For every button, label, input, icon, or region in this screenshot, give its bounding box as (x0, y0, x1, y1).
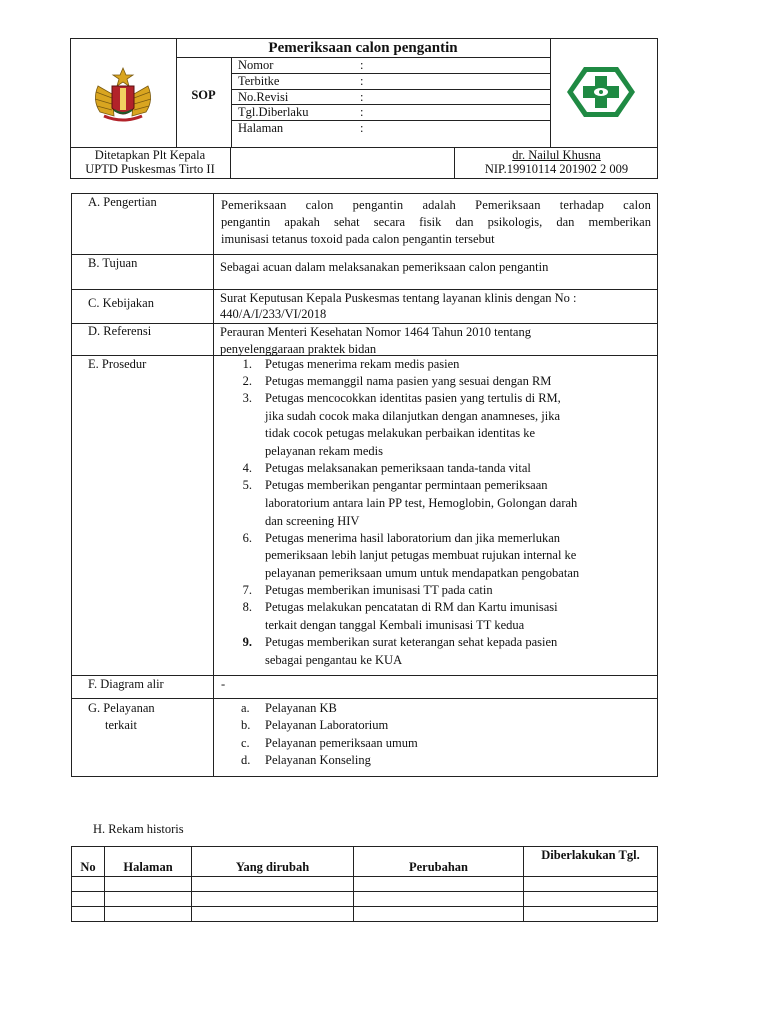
table-row (72, 907, 658, 922)
section-label-diagram-alir: F. Diagram alir (88, 677, 164, 691)
step-number: 5. (242, 478, 252, 492)
section-label-tujuan: B. Tujuan (88, 256, 138, 270)
section-label-pelayanan-terkait-2: terkait (105, 718, 137, 732)
list-item-letter: d. (241, 753, 251, 767)
field-nomor-colon: : (360, 58, 364, 72)
step-number: 4. (242, 461, 252, 475)
table-cell (524, 892, 658, 907)
kebijakan-line2: 440/A/I/233/VI/2018 (220, 307, 327, 321)
section-label-pelayanan-terkait: G. Pelayanan (88, 701, 155, 715)
step-line: terkait dengan tanggal Kembali imunisasi TT kedua (265, 618, 525, 632)
diagram-alir-text: - (221, 677, 226, 691)
step-line: Petugas menerima hasil laboratorium dan jika memerlukan (265, 531, 561, 545)
step-line: Petugas memberikan imunisasi TT pada catin (265, 583, 493, 597)
referensi-line2: penyelenggaraan praktek bidan (220, 342, 377, 356)
pengertian-line: imunisasi tetanus toxoid pada calon pengantin tersebut (221, 232, 495, 246)
step-line: Petugas melakukan pencatatan di RM dan Kartu imunisasi (265, 600, 558, 614)
table-cell (72, 877, 105, 892)
section-label-prosedur: E. Prosedur (88, 357, 147, 371)
pengertian-line: Pemeriksaan calon pengantin adalah Pemeriksaan terhadap calon (221, 198, 651, 212)
signer-name: dr. Nailul Khusna (512, 148, 601, 162)
history-col-halaman: Halaman (105, 847, 192, 877)
step-number: 6. (242, 531, 252, 545)
history-table (71, 846, 658, 922)
history-col-diberlakukan: Diberlakukan Tgl. (524, 847, 658, 877)
list-item-letter: c. (241, 736, 250, 750)
list-item: Pelayanan KB (265, 701, 337, 715)
ditetapkan-line2: UPTD Puskesmas Tirto II (85, 162, 215, 176)
table-cell (105, 907, 192, 922)
ditetapkan-line1: Ditetapkan Plt Kepala (94, 148, 206, 162)
step-line: jika sudah cocok maka dilanjutkan dengan anamneses, jika (265, 409, 561, 423)
step-line: Petugas memanggil nama pasien yang sesuai dengan RM (265, 374, 552, 388)
table-cell (192, 907, 354, 922)
step-line: pelayanan rekam medis (265, 444, 384, 458)
table-row (72, 892, 658, 907)
table-cell (192, 877, 354, 892)
divider (550, 38, 551, 147)
divider (71, 698, 658, 699)
step-number: 8. (242, 600, 252, 614)
signer-nip: NIP.19910114 201902 2 009 (484, 162, 629, 176)
divider (230, 147, 231, 179)
list-item-letter: b. (241, 718, 251, 732)
regency-emblem-icon (90, 66, 156, 124)
table-cell (524, 907, 658, 922)
field-nomor-label: Nomor (238, 58, 274, 72)
table-row (72, 877, 658, 892)
kebijakan-line1: Surat Keputusan Kepala Puskesmas tentang layanan klinis dengan No : (220, 291, 577, 305)
step-line: pemeriksaan lebih lanjut petugas membuat rujukan internal ke (265, 548, 577, 562)
step-line: Petugas menerima rekam medis pasien (265, 357, 460, 371)
section-label-kebijakan: C. Kebijakan (88, 296, 154, 310)
field-revisi-colon: : (360, 90, 364, 104)
list-item: Pelayanan Konseling (265, 753, 371, 767)
step-number: 2. (242, 374, 252, 388)
referensi-line1: Perauran Menteri Kesehatan Nomor 1464 Tahun 2010 tentang (220, 325, 531, 339)
table-cell (72, 892, 105, 907)
field-tgl-colon: : (360, 105, 364, 119)
table-cell (72, 907, 105, 922)
table-cell (354, 892, 524, 907)
field-tgl-label: Tgl.Diberlaku (238, 105, 309, 119)
step-number: 3. (242, 391, 252, 405)
step-line: Petugas melaksanakan pemeriksaan tanda-tanda vital (265, 461, 531, 475)
sop-label: SOP (191, 88, 216, 102)
step-line: Petugas mencocokkan identitas pasien yang tertulis di RM, (265, 391, 561, 405)
table-cell (105, 892, 192, 907)
section-label-referensi: D. Referensi (88, 324, 152, 338)
step-number: 1. (242, 357, 252, 371)
step-line: Petugas memberikan pengantar permintaan pemeriksaan (265, 478, 548, 492)
table-cell (105, 877, 192, 892)
history-col-perubahan: Perubahan (354, 847, 524, 877)
pengertian-line: pengantin apakah sehat secara fisik dan psikologis, dan memberikan (221, 215, 651, 229)
list-item: Pelayanan pemeriksaan umum (265, 736, 418, 750)
field-halaman-colon: : (360, 121, 364, 135)
step-line: pelayanan pemeriksaan umum untuk mendapatkan pengobatan (265, 566, 580, 580)
step-line: sebagai pengantau ke KUA (265, 653, 403, 667)
puskesmas-cross-icon (566, 66, 636, 118)
page-title: Pemeriksaan calon pengantin (268, 40, 458, 56)
table-cell (354, 907, 524, 922)
step-line: dan screening HIV (265, 514, 360, 528)
step-line: laboratorium antara lain PP test, Hemoglobin, Golongan darah (265, 496, 578, 510)
section-label-pengertian: A. Pengertian (88, 195, 157, 209)
field-halaman-label: Halaman (238, 121, 284, 135)
divider (231, 57, 232, 147)
prosedur-list (230, 356, 655, 672)
field-terbitke-label: Terbitke (238, 74, 280, 88)
field-revisi-label: No.Revisi (238, 90, 289, 104)
list-item-letter: a. (241, 701, 250, 715)
divider (71, 254, 658, 255)
step-number: 9. (242, 635, 252, 649)
list-item: Pelayanan Laboratorium (265, 718, 389, 732)
step-line: tidak cocok petugas melakukan perbaikan identitas ke (265, 426, 536, 440)
divider (213, 193, 214, 777)
field-terbitke-colon: : (360, 74, 364, 88)
history-title: H. Rekam historis (93, 822, 184, 836)
history-col-no: No (72, 847, 105, 877)
tujuan-text: Sebagai acuan dalam melaksanakan pemeriksaan calon pengantin (220, 260, 549, 274)
table-cell (354, 877, 524, 892)
step-number: 7. (242, 583, 252, 597)
step-line: Petugas memberikan surat keterangan sehat kepada pasien (265, 635, 558, 649)
table-cell (524, 877, 658, 892)
table-cell (192, 892, 354, 907)
history-col-yang-dirubah: Yang dirubah (192, 847, 354, 877)
